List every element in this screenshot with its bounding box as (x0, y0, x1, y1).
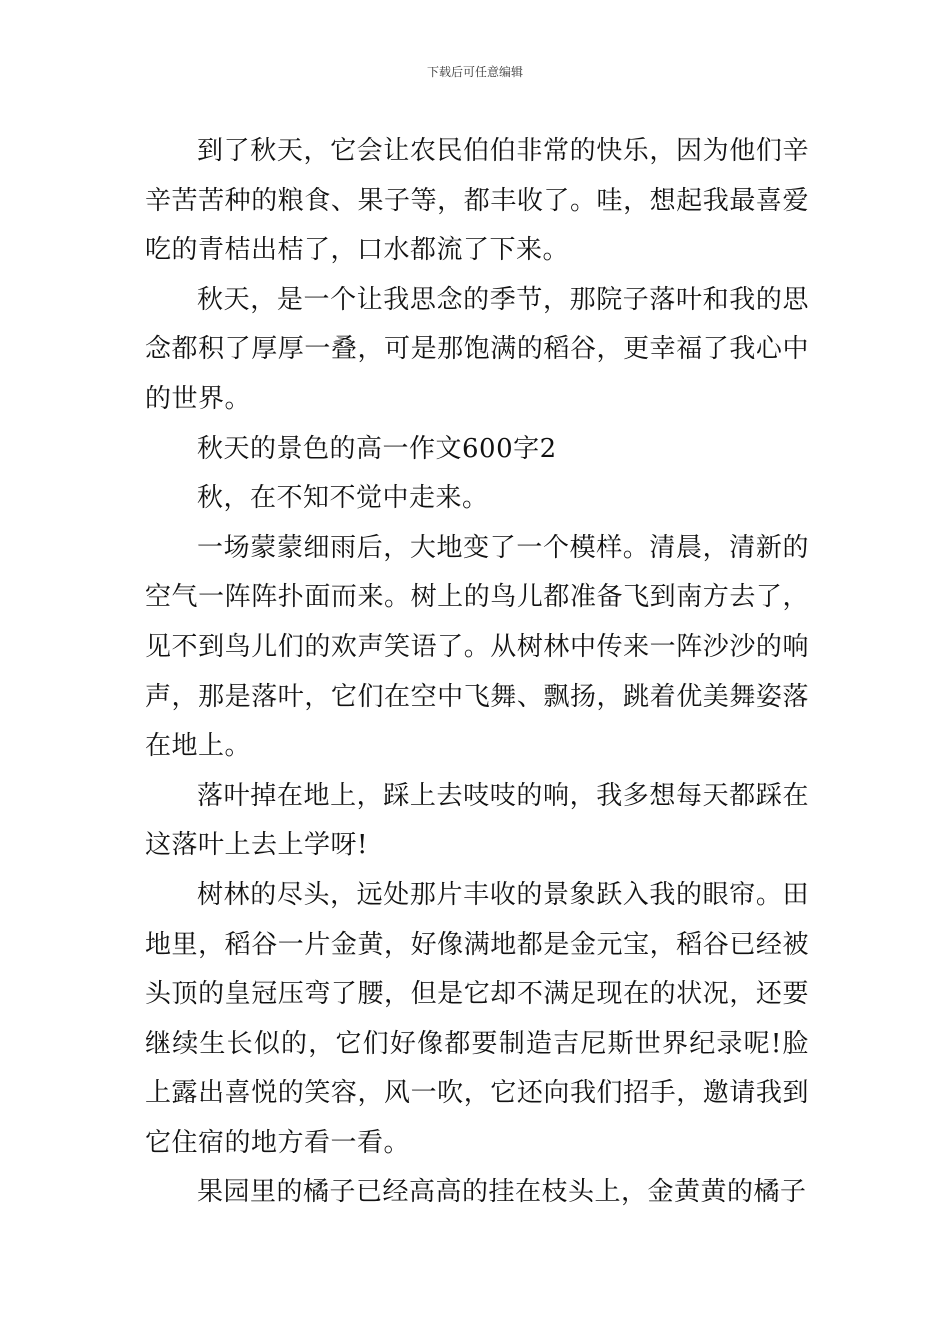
paragraph-rice-field: 树林的尽头，远处那片丰收的景象跃入我的眼帘。田地里，稻谷一片金黄，好像满地都是金元宝，稻谷已经被头顶的皇冠压弯了腰，但是它却不满足现在的状况，还要继续生长似的，它们好像都要制造吉尼斯世界纪录呢!脸上露出喜悦的笑容，风一吹，它还向我们招手，邀请我到它住宿的地方看一看。 (145, 879, 809, 1158)
paragraph-autumn-missing: 秋天，是一个让我思念的季节，那院子落叶和我的思念都积了厚厚一叠，可是那饱满的稻谷，更幸福了我心中的世界。 (145, 284, 809, 414)
document-body (145, 127, 809, 1218)
paragraph-after-rain: 一场蒙蒙细雨后，大地变了一个模样。清晨，清新的空气一阵阵扑面而来。树上的鸟儿都准备飞到南方去了，见不到鸟儿们的欢声笑语了。从树林中传来一阵沙沙的响声，那是落叶，它们在空中飞舞、飘扬，跳着优美舞姿落在地上。 (145, 532, 809, 762)
paragraph-fallen-leaves: 落叶掉在地上，踩上去吱吱的响，我多想每天都踩在这落叶上去上学呀! (145, 780, 809, 861)
paragraph-orchard: 果园里的橘子已经高高的挂在枝头上，金黄黄的橘子 (197, 1177, 807, 1208)
paragraph-autumn-arrives: 秋，在不知不觉中走来。 (197, 483, 489, 514)
paragraph-autumn-harvest: 到了秋天，它会让农民伯伯非常的快乐，因为他们辛辛苦苦种的粮食、果子等，都丰收了。哇，想起我最喜爱吃的青桔出桔了，口水都流了下来。 (145, 136, 809, 266)
essay-title: 秋天的景色的高一作文600字2 (197, 433, 557, 464)
page-header-note: 下载后可任意编辑 (426, 65, 523, 79)
